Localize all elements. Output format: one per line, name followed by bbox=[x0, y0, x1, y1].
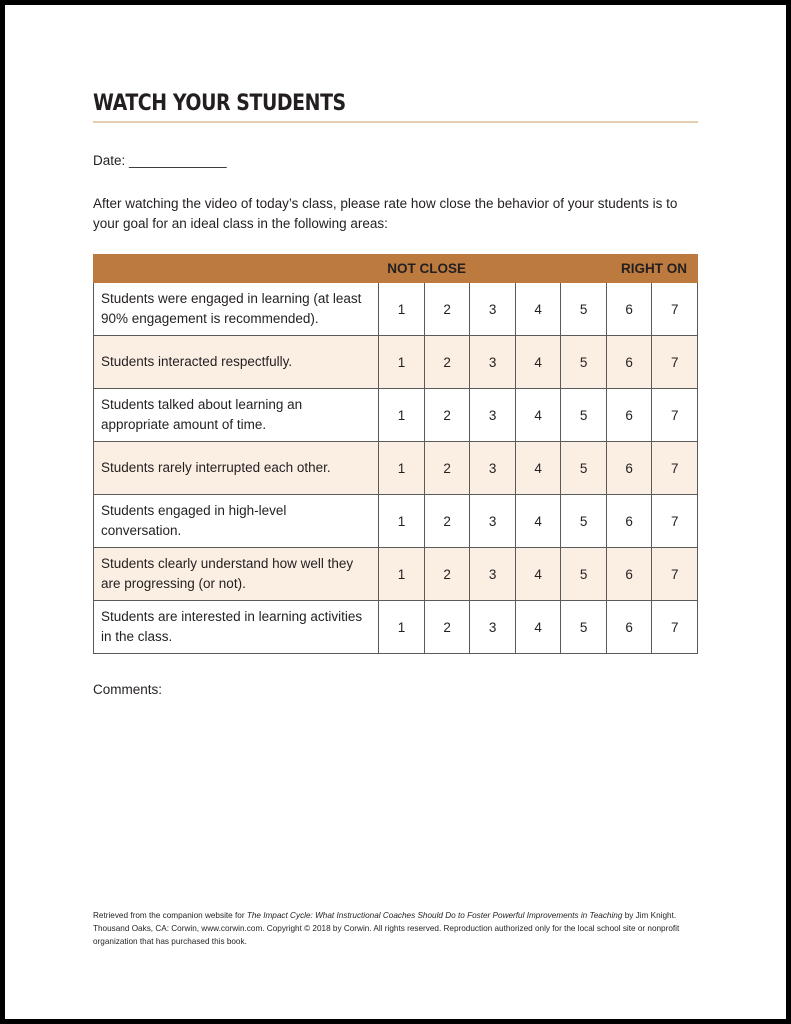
rating-statement: Students rarely interrupted each other. bbox=[94, 442, 379, 495]
rating-option[interactable]: 1 bbox=[379, 283, 425, 336]
rating-row bbox=[94, 495, 698, 548]
rating-option[interactable]: 5 bbox=[561, 495, 607, 548]
rating-option[interactable]: 3 bbox=[470, 283, 516, 336]
rating-option[interactable]: 3 bbox=[470, 336, 516, 389]
rating-option[interactable]: 4 bbox=[515, 336, 561, 389]
rating-option[interactable]: 2 bbox=[424, 495, 470, 548]
rating-option[interactable]: 1 bbox=[379, 442, 425, 495]
rating-option[interactable]: 1 bbox=[379, 601, 425, 654]
rating-option[interactable]: 5 bbox=[561, 601, 607, 654]
scale-low-label: NOT CLOSE bbox=[379, 255, 516, 283]
rating-statement: Students are interested in learning activities in the class. bbox=[94, 601, 379, 654]
rating-row bbox=[94, 336, 698, 389]
footer-book-title: The Impact Cycle: What Instructional Coaches Should Do to Foster Powerful Improvements in Teaching bbox=[246, 911, 623, 920]
rating-row bbox=[94, 601, 698, 654]
footer-suffix: by Jim Knight. Thousand Oaks, CA: Corwin, www.corwin.com. Copyright © 2018 by Corwin. All rights reserved. Reproduction authorized only for the local school site or nonprofit organization that has purchased this book. bbox=[93, 911, 680, 946]
rating-option[interactable]: 2 bbox=[424, 442, 470, 495]
date-field: Date: _____________ bbox=[93, 153, 227, 168]
rating-option[interactable]: 4 bbox=[515, 283, 561, 336]
rating-option[interactable]: 4 bbox=[515, 389, 561, 442]
rating-row bbox=[94, 389, 698, 442]
copyright-footer bbox=[93, 909, 703, 948]
rating-rows bbox=[94, 283, 698, 654]
rating-option[interactable]: 4 bbox=[515, 442, 561, 495]
page-title: WATCH YOUR STUDENTS bbox=[93, 91, 346, 116]
rating-option[interactable]: 2 bbox=[424, 283, 470, 336]
rating-table bbox=[93, 254, 698, 654]
header-blank bbox=[94, 255, 379, 283]
rating-statement: Students interacted respectfully. bbox=[94, 336, 379, 389]
rating-option[interactable]: 5 bbox=[561, 389, 607, 442]
rating-option[interactable]: 6 bbox=[606, 442, 652, 495]
rating-option[interactable]: 7 bbox=[652, 548, 698, 601]
rating-option[interactable]: 7 bbox=[652, 442, 698, 495]
rating-row bbox=[94, 283, 698, 336]
rating-option[interactable]: 7 bbox=[652, 389, 698, 442]
rating-option[interactable]: 7 bbox=[652, 336, 698, 389]
rating-option[interactable]: 3 bbox=[470, 548, 516, 601]
rating-option[interactable]: 1 bbox=[379, 336, 425, 389]
rating-option[interactable]: 1 bbox=[379, 495, 425, 548]
rating-option[interactable]: 7 bbox=[652, 283, 698, 336]
rating-option[interactable]: 6 bbox=[606, 601, 652, 654]
rating-option[interactable]: 1 bbox=[379, 548, 425, 601]
rating-statement: Students clearly understand how well they are progressing (or not). bbox=[94, 548, 379, 601]
rating-option[interactable]: 6 bbox=[606, 389, 652, 442]
rating-option[interactable]: 5 bbox=[561, 336, 607, 389]
rating-option[interactable]: 2 bbox=[424, 336, 470, 389]
rating-option[interactable]: 7 bbox=[652, 601, 698, 654]
comments-label: Comments: bbox=[93, 682, 163, 697]
instructions: After watching the video of today’s class, please rate how close the behavior of your students is to your goal for an ideal class in the following areas: bbox=[93, 196, 678, 231]
rating-option[interactable]: 5 bbox=[561, 548, 607, 601]
rating-option[interactable]: 3 bbox=[470, 389, 516, 442]
rating-option[interactable]: 1 bbox=[379, 389, 425, 442]
rating-option[interactable]: 4 bbox=[515, 601, 561, 654]
scale-high-label: RIGHT ON bbox=[515, 255, 697, 283]
rating-row bbox=[94, 442, 698, 495]
rating-option[interactable]: 6 bbox=[606, 548, 652, 601]
title-rule bbox=[93, 121, 698, 123]
rating-option[interactable]: 2 bbox=[424, 601, 470, 654]
rating-option[interactable]: 6 bbox=[606, 283, 652, 336]
rating-option[interactable]: 3 bbox=[470, 601, 516, 654]
rating-option[interactable]: 6 bbox=[606, 336, 652, 389]
rating-option[interactable]: 2 bbox=[424, 548, 470, 601]
rating-option[interactable]: 5 bbox=[561, 442, 607, 495]
rating-option[interactable]: 4 bbox=[515, 495, 561, 548]
rating-option[interactable]: 7 bbox=[652, 495, 698, 548]
footer-prefix: Retrieved from the companion website for bbox=[93, 911, 247, 920]
rating-option[interactable]: 6 bbox=[606, 495, 652, 548]
rating-option[interactable]: 3 bbox=[470, 442, 516, 495]
rating-statement: Students were engaged in learning (at least 90% engagement is recommended). bbox=[94, 283, 379, 336]
rating-option[interactable]: 3 bbox=[470, 495, 516, 548]
rating-statement: Students talked about learning an appropriate amount of time. bbox=[94, 389, 379, 442]
rating-option[interactable]: 5 bbox=[561, 283, 607, 336]
rating-option[interactable]: 2 bbox=[424, 389, 470, 442]
scale-header bbox=[94, 255, 698, 283]
rating-statement: Students engaged in high-level conversation. bbox=[94, 495, 379, 548]
rating-option[interactable]: 4 bbox=[515, 548, 561, 601]
rating-row bbox=[94, 548, 698, 601]
